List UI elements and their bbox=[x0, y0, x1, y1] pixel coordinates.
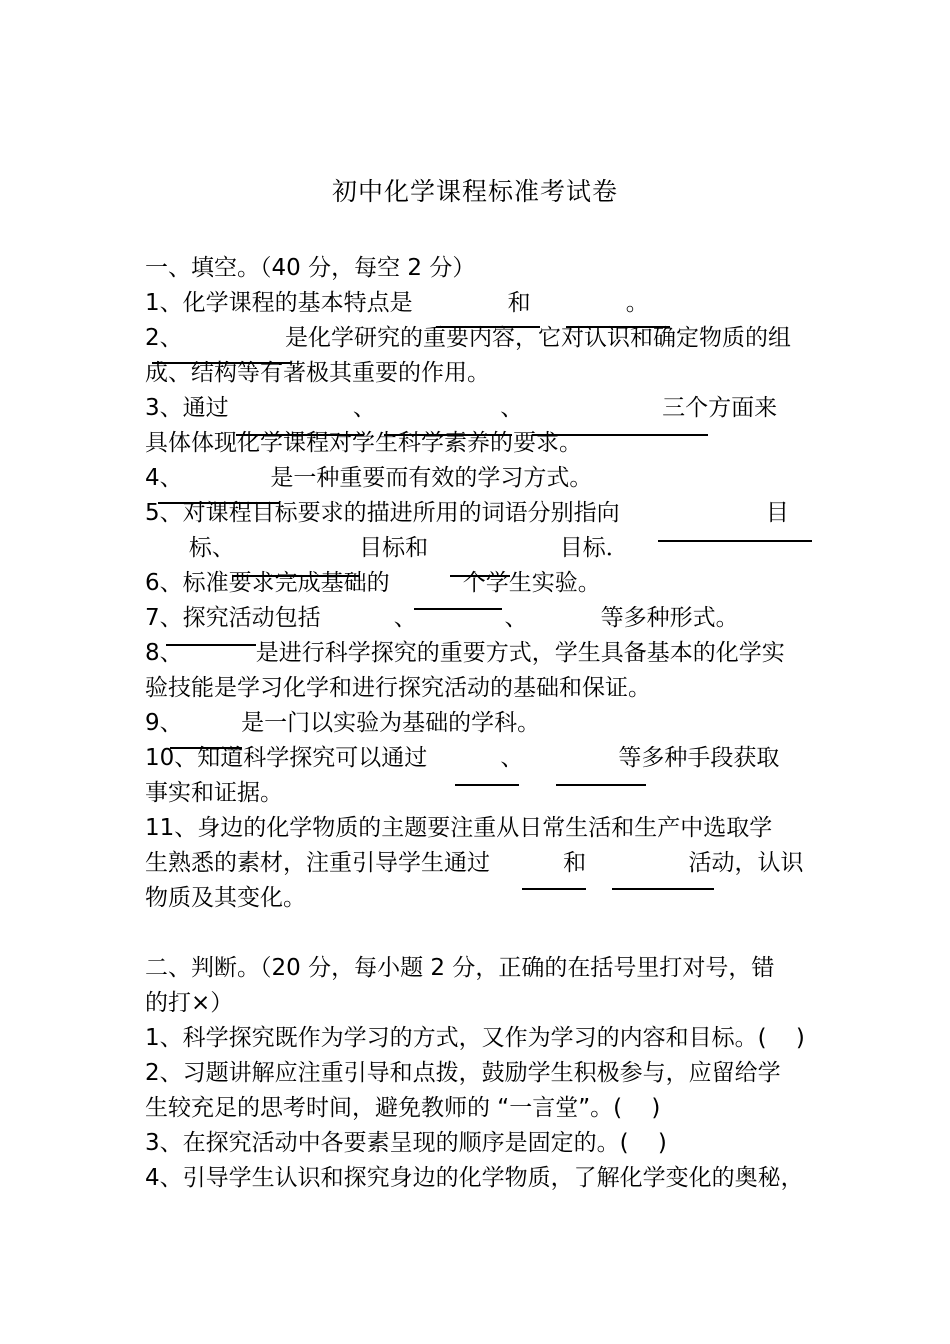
answer-blank-line bbox=[455, 784, 519, 786]
question-line: 6、标准要求完成基础的 个学生实验。 bbox=[145, 570, 601, 596]
question-line: 11、身边的化学物质的主题要注重从日常生活和生产中选取学 bbox=[145, 815, 773, 841]
question-line: 生较充足的思考时间，避免教师的 “一言堂”。( ) bbox=[145, 1095, 661, 1121]
question-line: 3、通过 、 、 三个方面来 bbox=[145, 395, 778, 421]
section-true-false-heading-cont: 的打×） bbox=[145, 990, 234, 1016]
question-line: 4、引导学生认识和探究身边的化学物质，了解化学变化的奥秘， bbox=[145, 1165, 804, 1191]
question-line: 1、化学课程的基本特点是 和 。 bbox=[145, 290, 649, 316]
answer-blank-line bbox=[532, 434, 708, 436]
question-line: 2、 是化学研究的重要内容，它对认识和确定物质的组 bbox=[145, 325, 791, 351]
answer-blank-line bbox=[556, 784, 646, 786]
question-line: 5、对课程目标要求的描进所用的词语分别指向 目 bbox=[145, 500, 789, 526]
section-fill-blank-heading: 一、填空。（40 分，每空 2 分） bbox=[145, 255, 476, 281]
answer-blank-line bbox=[450, 575, 510, 577]
answer-blank-line bbox=[414, 608, 502, 610]
question-line: 1、科学探究既作为学习的方式，又作为学习的内容和目标。( ) bbox=[145, 1025, 805, 1051]
question-line: 8、 是进行科学探究的重要方式，学生具备基本的化学实 bbox=[145, 640, 785, 666]
answer-blank-line bbox=[236, 434, 364, 436]
question-line: 事实和证据。 bbox=[145, 780, 283, 806]
question-line: 3、在探究活动中各要素呈现的顺序是固定的。( ) bbox=[145, 1130, 667, 1156]
answer-blank-line bbox=[522, 888, 586, 890]
question-line: 10、知道科学探究可以通过 、 等多种手段获取 bbox=[145, 745, 780, 771]
answer-blank-line bbox=[436, 326, 540, 328]
question-line: 9、 是一门以实验为基础的学科。 bbox=[145, 710, 541, 736]
question-line: 生熟悉的素材，注重引导学生通过 和 活动，认识 bbox=[145, 850, 804, 876]
exam-title: 初中化学课程标准考试卷 bbox=[331, 177, 618, 206]
answer-blank-line bbox=[170, 747, 242, 749]
question-line: 2、习题讲解应注重引导和点拨，鼓励学生积极参与，应留给学 bbox=[145, 1060, 781, 1086]
answer-blank-line bbox=[612, 888, 714, 890]
question-line: 成、结构等有著极其重要的作用。 bbox=[145, 360, 490, 386]
answer-blank-line bbox=[566, 326, 670, 328]
question-line: 标、 目标和 目标． bbox=[145, 535, 629, 561]
question-line: 4、 是一种重要而有效的学习方式。 bbox=[145, 465, 593, 491]
question-line: 具体体现化学课程对学生科学素养的要求。 bbox=[145, 430, 582, 456]
question-line: 验技能是学习化学和进行探究活动的基础和保证。 bbox=[145, 675, 651, 701]
answer-blank-line bbox=[232, 575, 360, 577]
answer-blank-line bbox=[158, 502, 280, 504]
answer-blank-line bbox=[166, 644, 256, 646]
section-true-false-heading: 二、判断。（20 分，每小题 2 分，正确的在括号里打对号，错 bbox=[145, 955, 775, 981]
question-line: 7、探究活动包括 、 、 等多种形式。 bbox=[145, 605, 739, 631]
question-line: 物质及其变化。 bbox=[145, 885, 306, 911]
answer-blank-line bbox=[658, 540, 812, 542]
answer-blank-line bbox=[152, 362, 292, 364]
answer-blank-line bbox=[384, 434, 512, 436]
